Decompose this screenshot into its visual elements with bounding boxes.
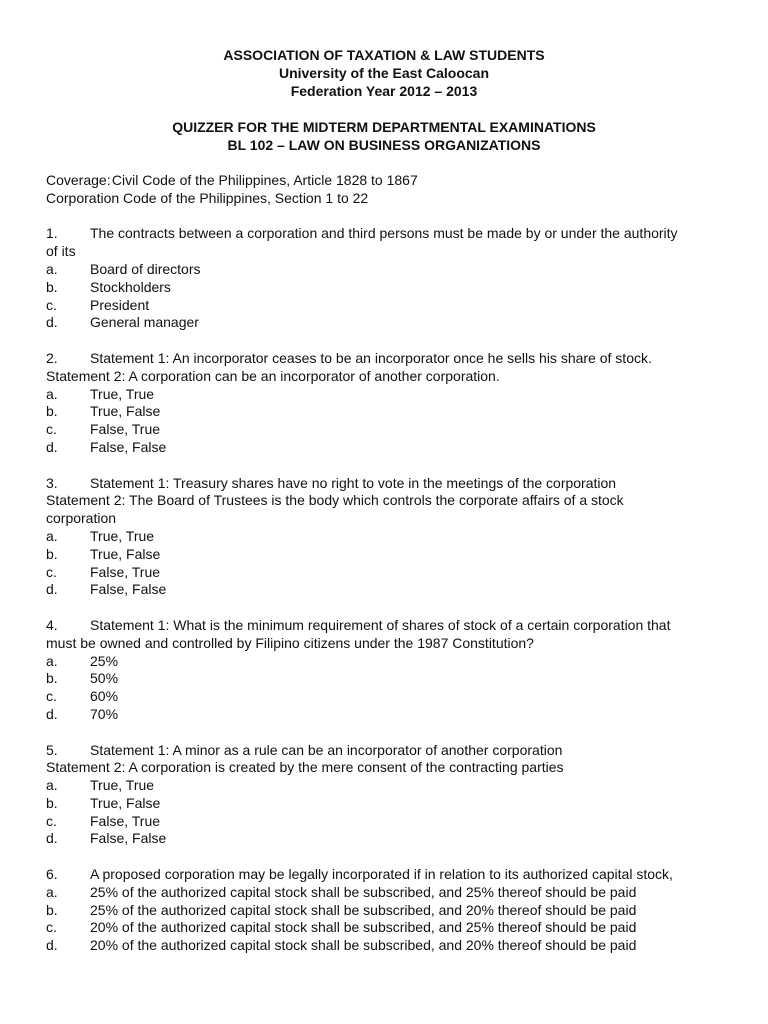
question-3 (46, 475, 736, 600)
question-6 (46, 866, 736, 955)
coverage-line-1 (46, 172, 736, 190)
choice-a: a. 25% of the authorized capital stock shall be subscribed, and 25% thereof should be paid (46, 883, 637, 900)
choice-b: b. True, False (46, 403, 161, 420)
course-subject: BL 102 – LAW ON BUSINESS ORGANIZATIONS (227, 136, 541, 153)
question-text: The contracts between a corporation and third persons must be made by or under the authority (90, 225, 678, 242)
choice-b: b. 25% of the authorized capital stock shall be subscribed, and 20% thereof should be paid (46, 901, 637, 918)
school-name: University of the East Caloocan (278, 64, 490, 81)
question-text-cont: Statement 2: The Board of Trustees is the body which controls the corporate affairs of a stock (46, 492, 624, 509)
quiz-title: QUIZZER FOR THE MIDTERM DEPARTMENTAL EXAMINATIONS (172, 119, 596, 135)
choice-b: b. 50% (46, 670, 119, 687)
choice-b: b. Stockholders (46, 278, 171, 295)
choice-a: a. True, True (46, 385, 155, 402)
question-number: 3. (46, 474, 58, 491)
federation-year: Federation Year 2012 – 2013 (290, 82, 478, 99)
document-header (0, 47, 768, 100)
document-body (46, 172, 736, 955)
question-text: Statement 1: A minor as a rule can be an incorporator of another corporation (90, 741, 563, 758)
question-5 (46, 742, 736, 849)
choice-d: d. False, False (46, 830, 167, 847)
question-number: 1. (46, 225, 58, 242)
choice-a: a. 25% (46, 652, 119, 669)
choice-d: d. False, False (46, 438, 167, 455)
question-text-cont-2: corporation (46, 510, 117, 527)
org-name: ASSOCIATION OF TAXATION & LAW STUDENTS (223, 47, 545, 63)
question-text-cont: must be owned and controlled by Filipino citizens under the 1987 Constitution? (46, 634, 534, 651)
choice-c: c. False, True (46, 421, 161, 438)
question-text-cont: Statement 2: A corporation is created by the mere consent of the contracting parties (46, 759, 564, 776)
question-number: 6. (46, 866, 58, 883)
question-text: A proposed corporation may be legally incorporated if in relation to its authorized capital stock, (90, 866, 673, 883)
question-text-cont: Statement 2: A corporation can be an incorporator of another corporation. (46, 367, 500, 384)
coverage-line-2: Corporation Code of the Philippines, Section 1 to 22 (46, 189, 369, 206)
question-4 (46, 617, 736, 724)
question-text: Statement 1: What is the minimum requirement of shares of stock of a certain corporation that (90, 616, 671, 633)
question-number: 4. (46, 616, 58, 633)
quiz-title-block (0, 119, 768, 155)
choice-c: c. False, True (46, 563, 161, 580)
choice-c: c. 60% (46, 688, 119, 705)
choice-d: d. 70% (46, 705, 119, 722)
question-text-cont: of its (46, 243, 76, 260)
choice-b: b. True, False (46, 794, 161, 811)
coverage-label: Coverage: (46, 172, 111, 188)
question-2 (46, 350, 736, 457)
question-1 (46, 225, 736, 332)
choice-d: d. General manager (46, 314, 199, 331)
question-text: Statement 1: Treasury shares have no right to vote in the meetings of the corporation (90, 474, 617, 491)
question-text: Statement 1: An incorporator ceases to be an incorporator once he sells his share of stock. (90, 349, 652, 366)
choice-d: d. False, False (46, 581, 167, 598)
choice-d: d. 20% of the authorized capital stock shall be subscribed, and 20% thereof should be paid (46, 937, 637, 954)
choice-c: c. 20% of the authorized capital stock shall be subscribed, and 25% thereof should be paid (46, 919, 637, 936)
choice-c: c. False, True (46, 812, 161, 829)
choice-b: b. True, False (46, 545, 161, 562)
choice-c: c. President (46, 296, 150, 313)
choice-a: a. True, True (46, 527, 155, 544)
choice-a: a. Board of directors (46, 260, 201, 277)
choice-a: a. True, True (46, 777, 155, 794)
question-number: 5. (46, 741, 58, 758)
question-number: 2. (46, 349, 58, 366)
coverage-text-1: Civil Code of the Philippines, Article 1828 to 1867 (111, 172, 418, 188)
